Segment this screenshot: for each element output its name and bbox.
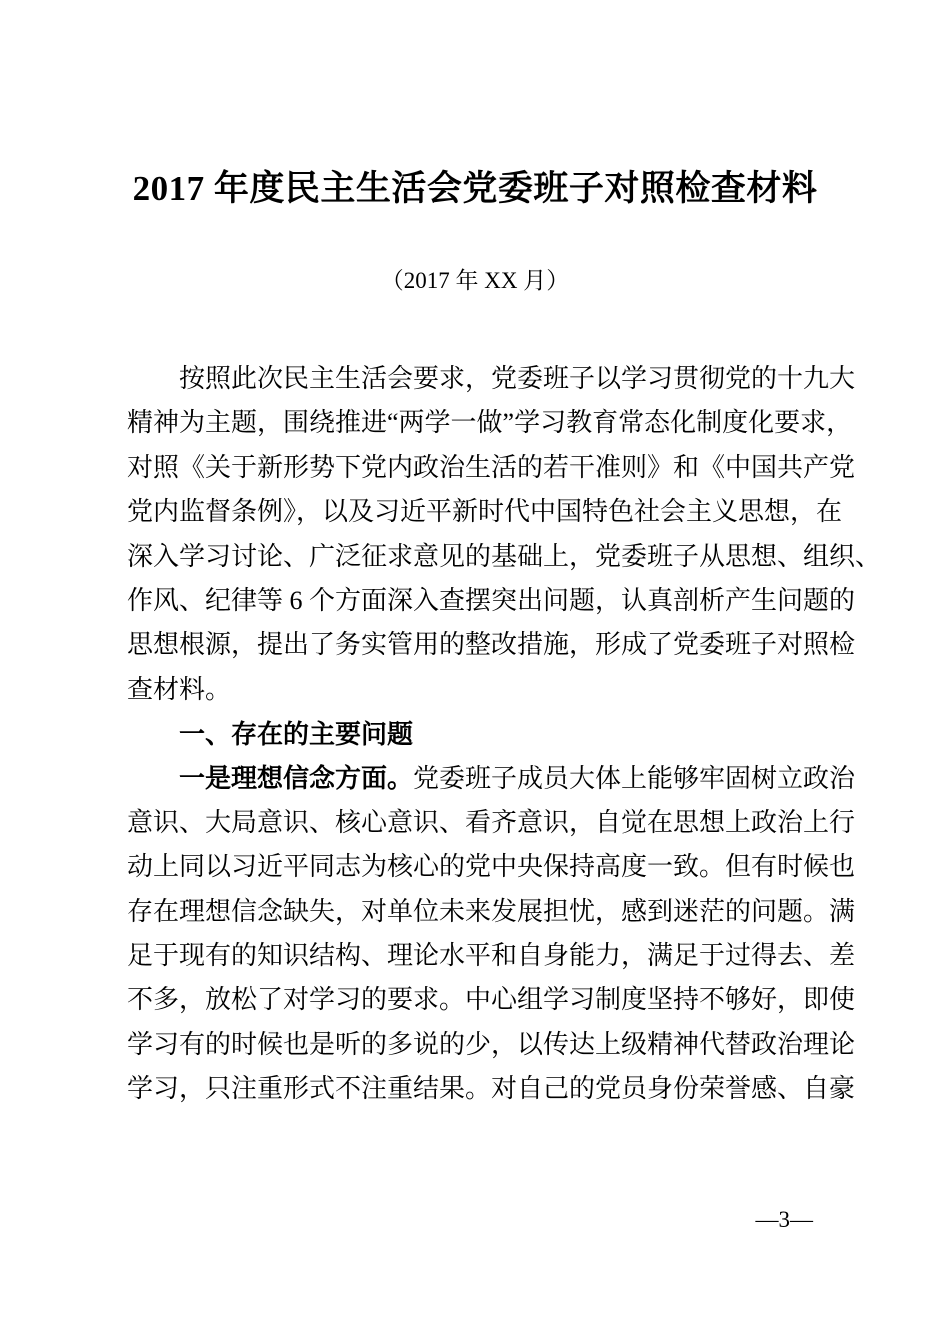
body-line: 学习有的时候也是听的多说的少，以传达上级精神代替政治理论: [127, 1029, 856, 1059]
body-line: [127, 757, 856, 801]
page-number: —3—: [755, 1207, 813, 1232]
body-line: 深入学习讨论、广泛征求意见的基础上，党委班子从思想、组织、: [127, 541, 882, 571]
body-line: 按照此次民主生活会要求，党委班子以学习贯彻党的十九大: [179, 364, 856, 393]
body-line: 学习，只注重形式不注重结果。对自己的党员身份荣誉感、自豪: [127, 1074, 856, 1104]
body-line: 足于现有的知识结构、理论水平和自身能力，满足于过得去、差: [127, 941, 856, 971]
body-line: 存在理想信念缺失，对单位未来发展担忧，感到迷茫的问题。满: [127, 896, 856, 926]
body-line: 党内监督条例》，以及习近平新时代中国特色社会主义思想，在: [127, 497, 843, 527]
body-line: 查材料。: [127, 674, 232, 704]
document-date-line: （2017 年 XX 月）: [380, 268, 570, 293]
body-line: 动上同以习近平同志为核心的党中央保持高度一致。但有时候也: [127, 852, 856, 882]
body-line: 对照《关于新形势下党内政治生活的若干准则》和《中国共产党: [127, 452, 856, 482]
body-line: 意识、大局意识、核心意识、看齐意识，自觉在思想上政治上行: [127, 807, 856, 837]
document-title: 2017 年度民主生活会党委班子对照检查材料: [132, 169, 818, 208]
body-line: 思想根源，提出了务实管用的整改措施，形成了党委班子对照检: [127, 630, 856, 660]
section-heading: 一、存在的主要问题: [179, 719, 414, 750]
body-line: 作风、纪律等 6 个方面深入查摆突出问题，认真剖析产生问题的: [127, 585, 856, 615]
document-body: [127, 357, 882, 1112]
body-line: 不多，放松了对学习的要求。中心组学习制度坚持不够好，即使: [127, 985, 856, 1015]
body-line: 精神为主题，围绕推进“两学一做”学习教育常态化制度化要求，: [127, 408, 853, 438]
body-line-text: 党委班子成员大体上能够牢固树立政治: [413, 763, 856, 793]
paragraph-lead-in: 一是理想信念方面。: [179, 763, 414, 793]
